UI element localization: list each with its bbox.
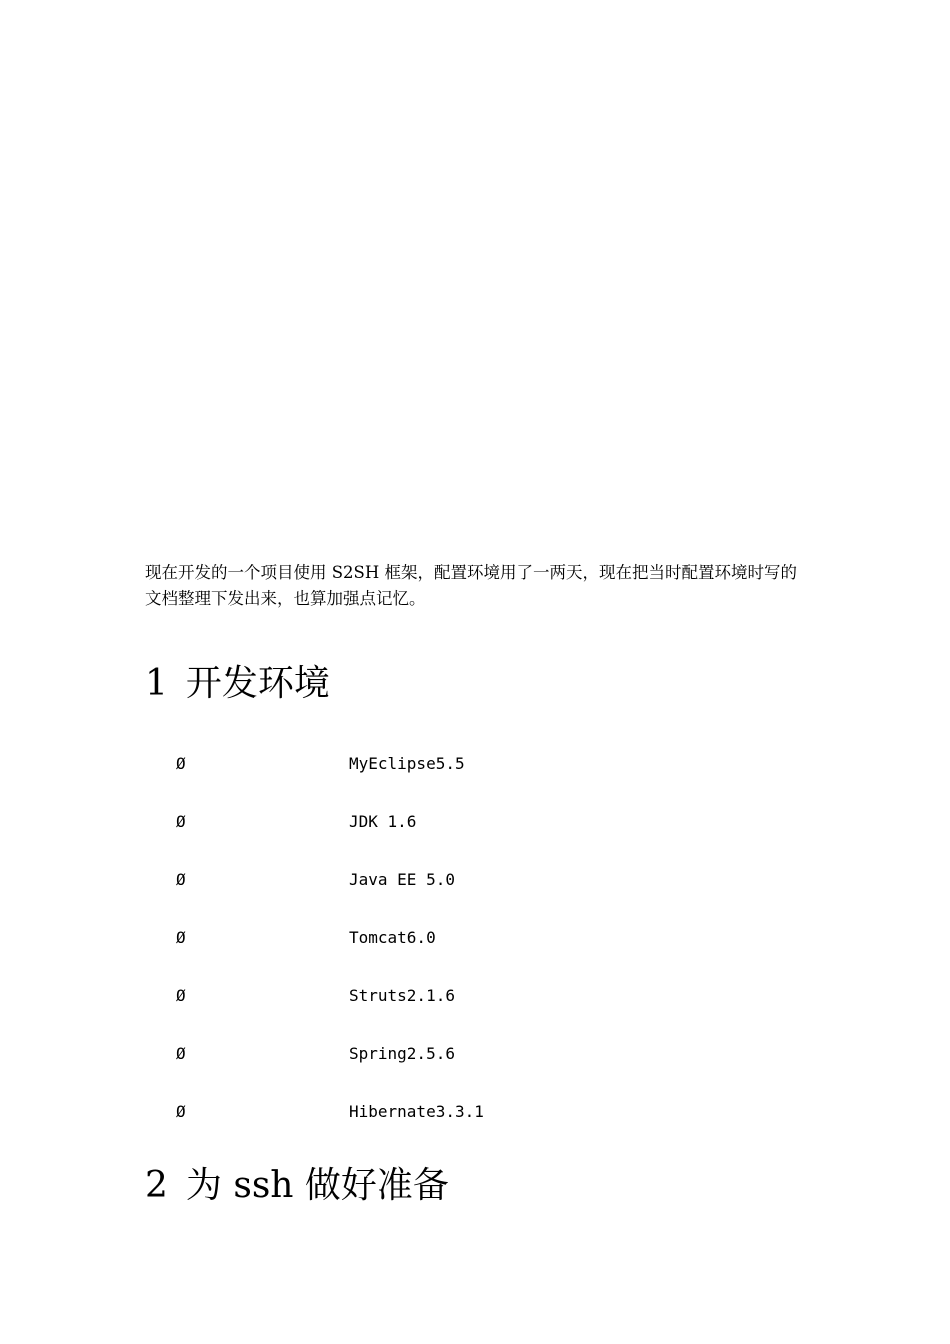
section-title: 开发环境 <box>185 663 330 704</box>
section-title: 为 ssh 做好准备 <box>185 1165 449 1206</box>
bullet-icon: Ø <box>176 1102 186 1121</box>
bullet-icon: Ø <box>176 754 186 773</box>
bullet-icon: Ø <box>176 986 186 1005</box>
list-item <box>0 1042 600 1066</box>
list-item <box>0 926 600 950</box>
list-item <box>0 984 600 1008</box>
section-number: 2 <box>145 1165 168 1206</box>
list-item-text: Hibernate3.3.1 <box>349 1102 484 1121</box>
bullet-icon: Ø <box>176 1044 186 1063</box>
list-item <box>0 868 600 892</box>
bullet-icon: Ø <box>176 812 186 831</box>
list-item-text: Java EE 5.0 <box>349 870 455 889</box>
list-item <box>0 810 600 834</box>
list-item-text: JDK 1.6 <box>349 812 417 831</box>
list-item-text: Spring2.5.6 <box>349 1044 455 1063</box>
list-item-text: MyEclipse5.5 <box>349 754 465 773</box>
bullet-icon: Ø <box>176 928 186 947</box>
section-heading-dev-environment <box>145 662 330 706</box>
intro-paragraph: 现在开发的一个项目使用 S2SH 框架，配置环境用了一两天，现在把当时配置环境时写的文档整理下发出来，也算加强点记忆。 <box>145 563 797 608</box>
list-item <box>0 752 600 776</box>
list-item-text: Tomcat6.0 <box>349 928 436 947</box>
section-number: 1 <box>145 663 168 704</box>
list-item <box>0 1100 600 1124</box>
list-item-text: Struts2.1.6 <box>349 986 455 1005</box>
bullet-icon: Ø <box>176 870 186 889</box>
section-heading-ssh-prep <box>145 1164 449 1208</box>
